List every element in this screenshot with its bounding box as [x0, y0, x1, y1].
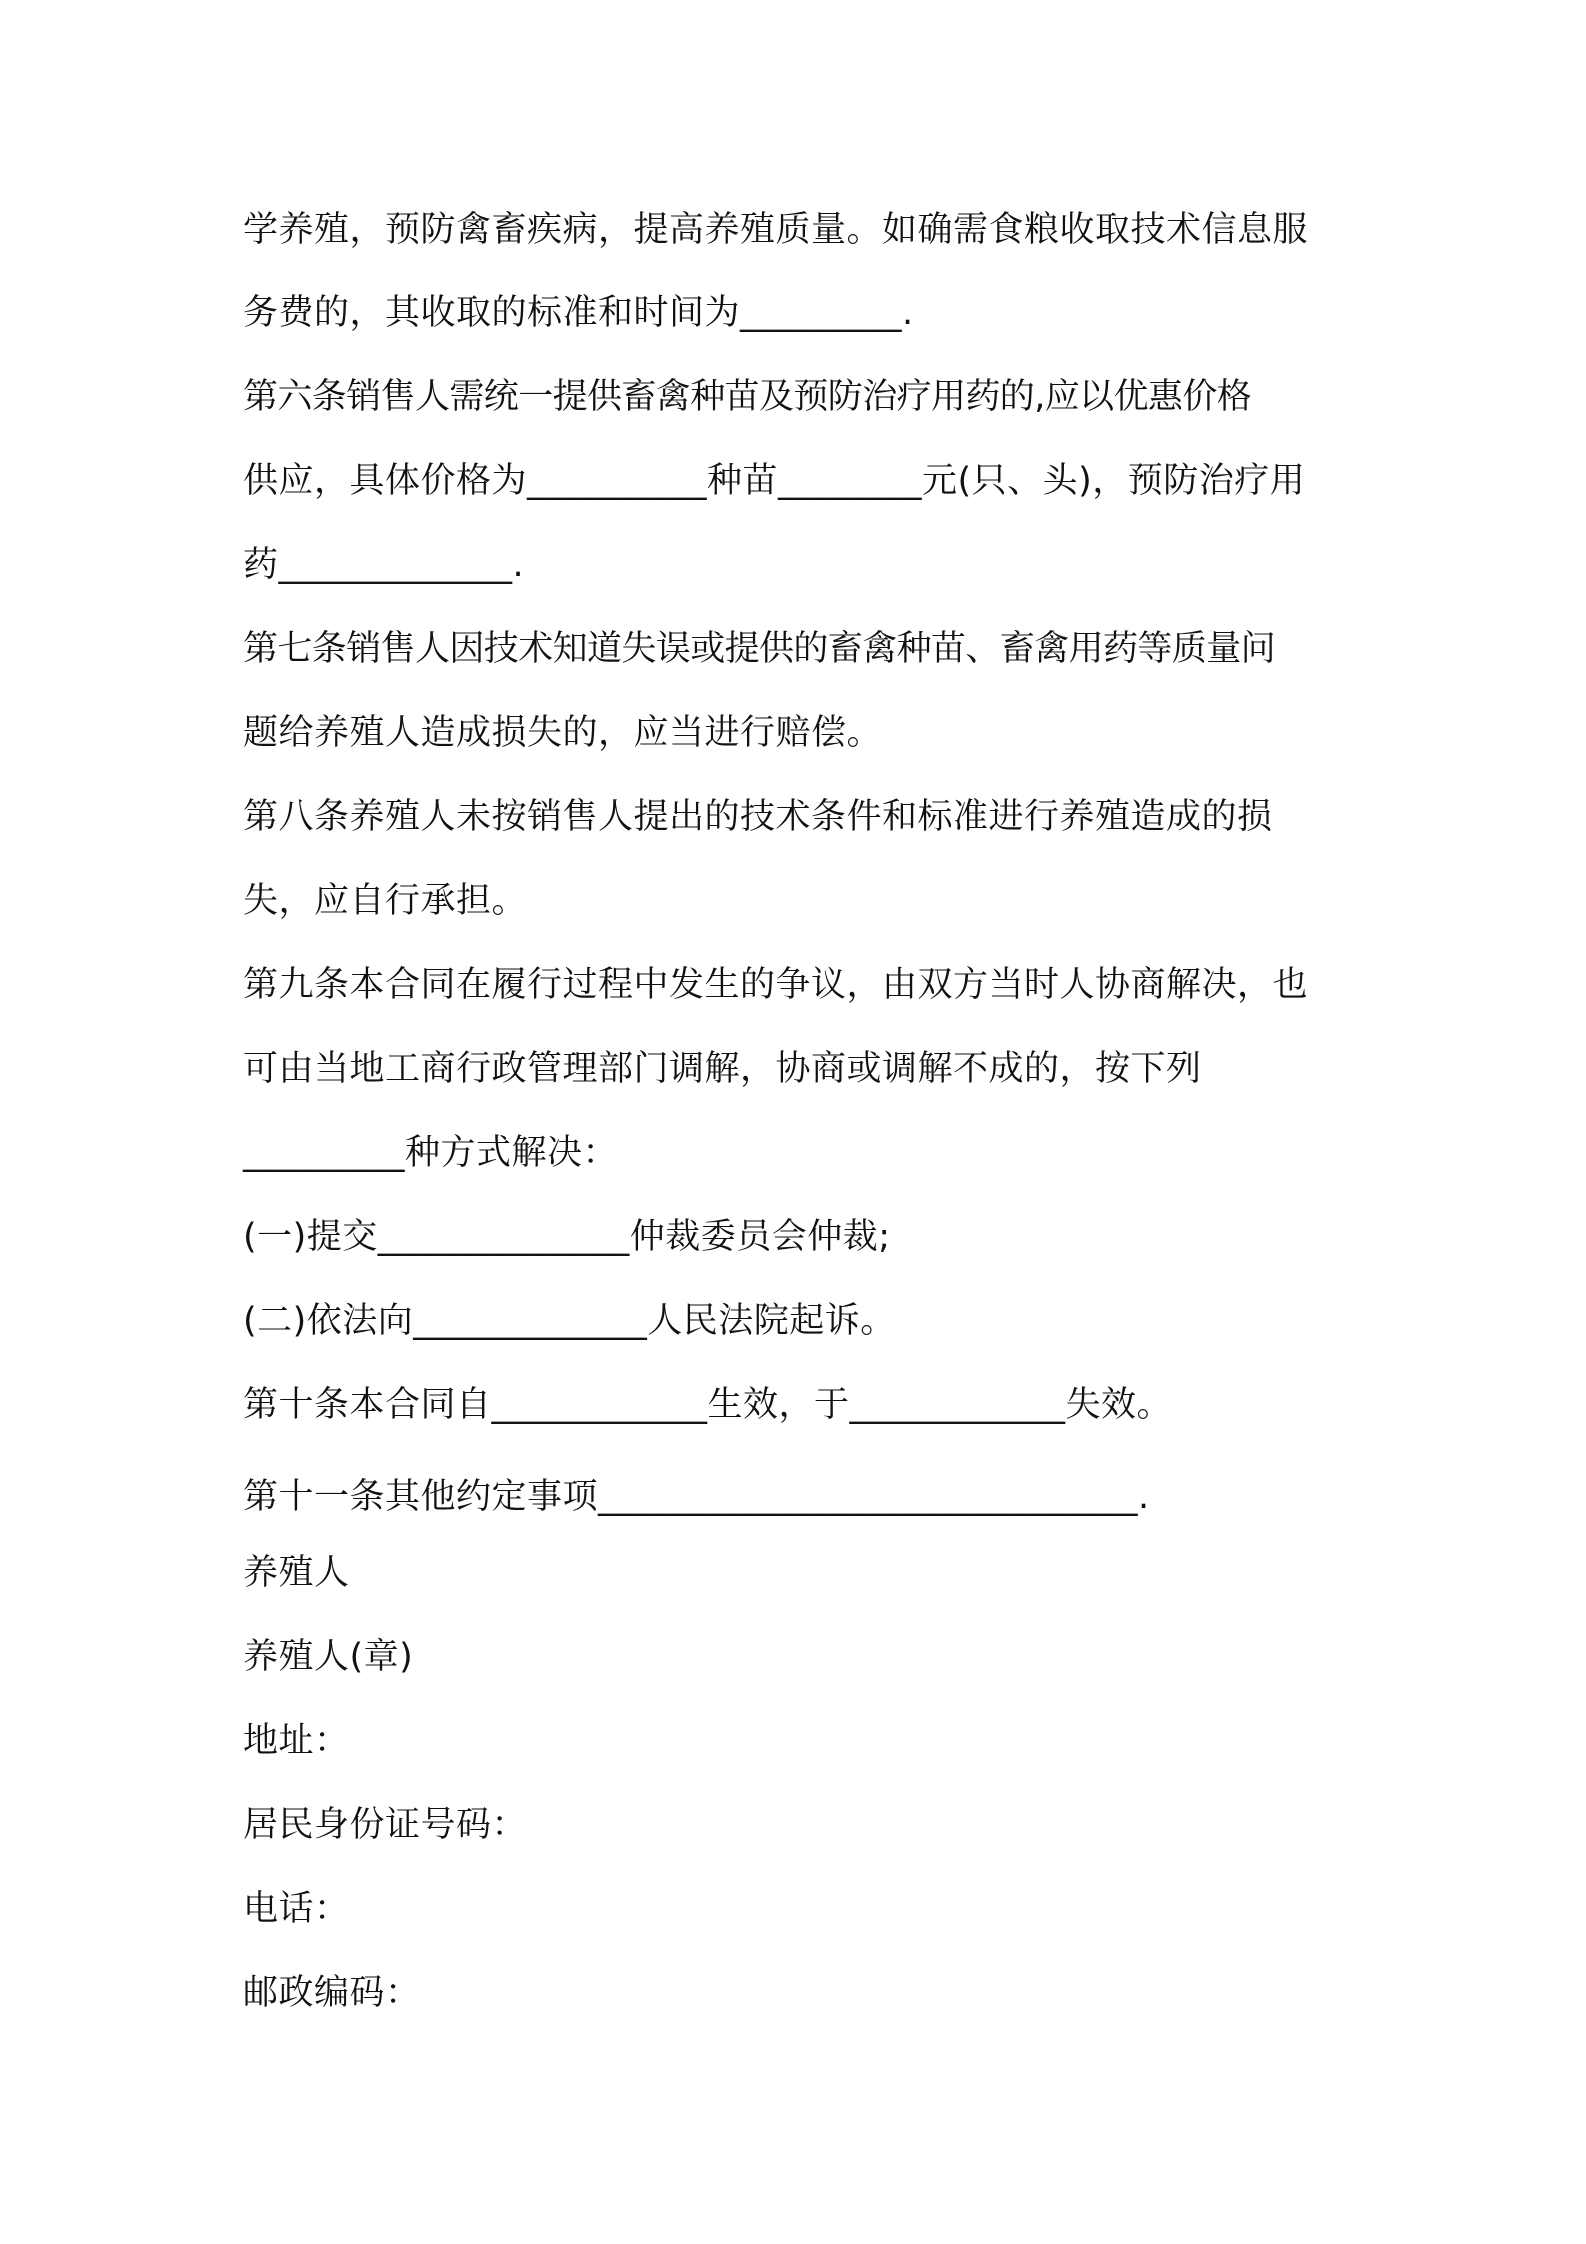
article-11-line: 第十一条其他约定事项______________________________. — [243, 1477, 1150, 1517]
id-number-label: 居民身份证号码： — [243, 1805, 528, 1845]
body-text-line: 学养殖，预防禽畜疾病，提高养殖质量。如确需食粮收取技术信息服 — [243, 210, 1309, 250]
signature-party-label: 养殖人 — [243, 1553, 350, 1593]
article-9-heading-line: 第九条本合同在履行过程中发生的争议，由双方当时人协商解决，也 — [243, 965, 1309, 1005]
signature-seal-label: 养殖人(章) — [243, 1637, 414, 1677]
article-7-heading-line: 第七条销售人因技术知道失误或提供的畜禽种苗、畜禽用药等质量问 — [243, 629, 1276, 669]
address-label: 地址： — [243, 1721, 350, 1761]
body-text-line: 药_____________. — [243, 545, 525, 585]
body-text-line: 务费的，其收取的标准和时间为_________. — [243, 293, 914, 333]
body-text-line: 供应，具体价格为__________种苗________元(只、头)，预防治疗用 — [243, 461, 1306, 501]
body-text-line: 题给养殖人造成损失的，应当进行赔偿。 — [243, 713, 883, 753]
body-text-line: 可由当地工商行政管理部门调解，协商或调解不成的，按下列 — [243, 1049, 1202, 1089]
option-2-line: (二)依法向_____________人民法院起诉。 — [243, 1301, 896, 1341]
option-1-line: (一)提交______________仲裁委员会仲裁; — [243, 1217, 891, 1257]
postal-code-label: 邮政编码： — [243, 1973, 421, 2013]
body-text-line: _________种方式解决： — [243, 1133, 619, 1173]
article-10-line: 第十条本合同自____________生效，于____________失效。 — [243, 1385, 1173, 1425]
article-8-heading-line: 第八条养殖人未按销售人提出的技术条件和标准进行养殖造成的损 — [243, 797, 1273, 837]
phone-label: 电话： — [243, 1889, 350, 1929]
body-text-line: 失，应自行承担。 — [243, 881, 528, 921]
article-6-heading-line: 第六条销售人需统一提供畜禽种苗及预防治疗用药的,应以优惠价格 — [243, 377, 1252, 417]
